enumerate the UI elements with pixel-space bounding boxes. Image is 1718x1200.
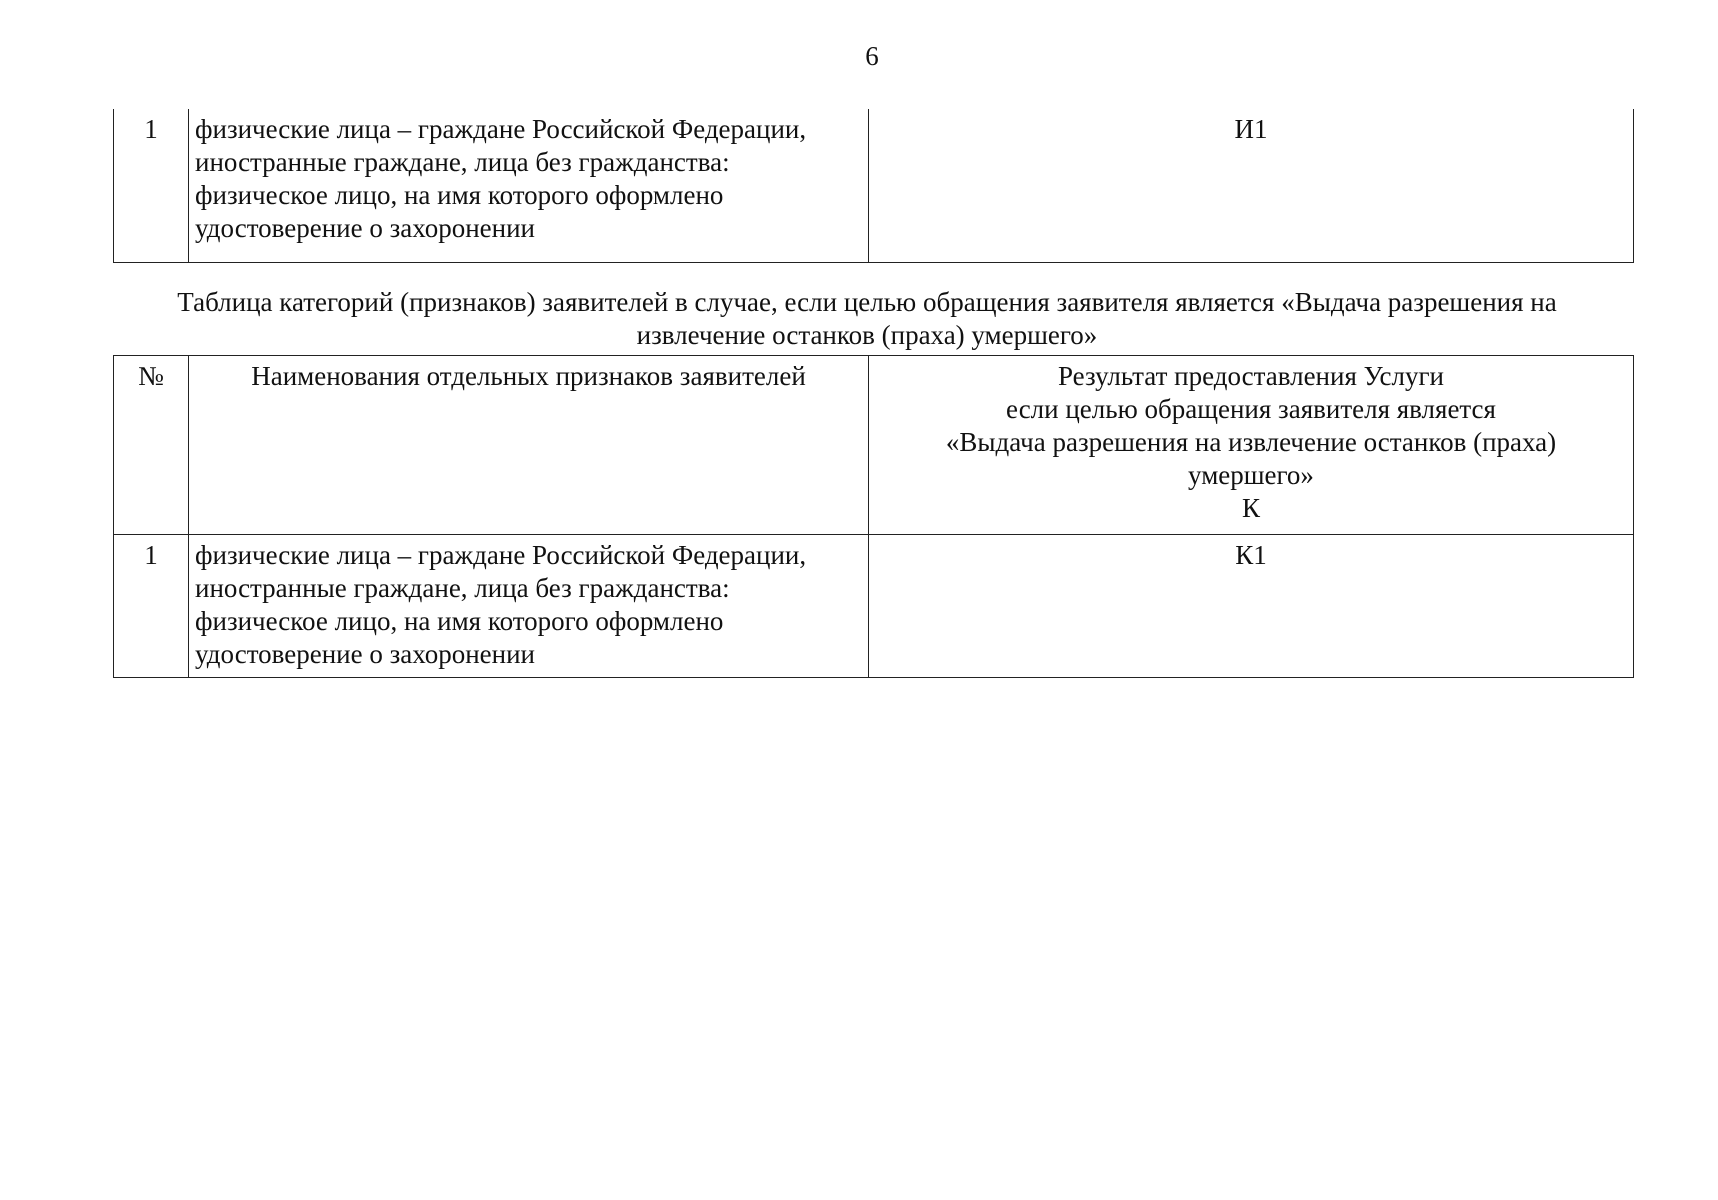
header-result-line-2: если целью обращения заявителя является xyxy=(1006,394,1496,424)
row-number-cell: 1 xyxy=(114,109,189,263)
header-result-line-3: «Выдача разрешения на извлечение останков (праха) умершего» xyxy=(945,427,1557,490)
header-number: № xyxy=(114,356,189,535)
continuation-table xyxy=(113,109,1634,263)
header-result xyxy=(869,356,1634,535)
applicant-attribute-cell: физические лица – граждане Российской Федерации, иностранные граждане, лица без гражданства: физическое лицо, на имя которого оформлено удостоверение о захоронении xyxy=(189,535,869,678)
table-row xyxy=(114,535,1634,678)
row-number-cell: 1 xyxy=(114,535,189,678)
result-code-cell: И1 xyxy=(869,109,1634,263)
result-code-cell: К1 xyxy=(869,535,1634,678)
applicant-categories-table xyxy=(113,355,1634,678)
header-attribute-name: Наименования отдельных признаков заявителей xyxy=(189,356,869,535)
table-row xyxy=(114,109,1634,263)
header-result-line-1: Результат предоставления Услуги xyxy=(1058,361,1444,391)
table-caption: Таблица категорий (признаков) заявителей в случае, если целью обращения заявителя является «Выдача разрешения на извлечение останков (праха) умершего» xyxy=(177,287,1557,350)
header-result-line-4: К xyxy=(1241,493,1260,523)
table-header-row xyxy=(114,356,1634,535)
applicant-attribute-cell: физические лица – граждане Российской Федерации, иностранные граждане, лица без гражданства: физическое лицо, на имя которого оформлено удостоверение о захоронении xyxy=(189,109,869,263)
page-number: 6 xyxy=(865,41,879,71)
